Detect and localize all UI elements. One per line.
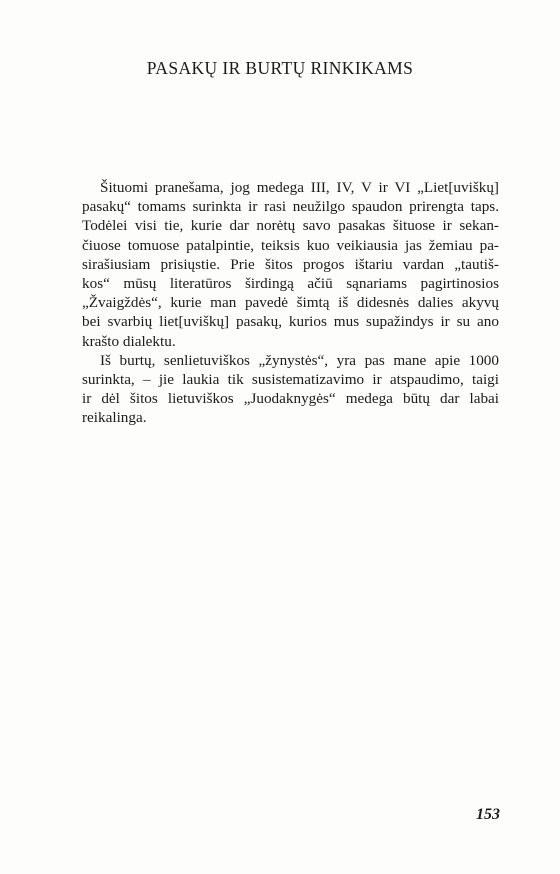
page-number: 153 (476, 806, 500, 823)
paragraph (82, 351, 499, 428)
text-line: surinkta, – jie laukia tik susistematizavimo ir atspaudimo, taigi (82, 371, 499, 389)
text-line: Šituomi pranešama, jog medega III, IV, V ir VI „Liet[uviškų] (100, 179, 499, 196)
page-heading: PASAKŲ IR BURTŲ RINKIKAMS (146, 58, 414, 78)
text-line: sirašiusiam prisiųstie. Prie šitos progos ištariu vardan „tautiš- (82, 255, 499, 273)
text-line: bei svarbių liet[uviškų] pasakų, kurios mus supažindys ir su ano (82, 313, 499, 331)
body-text (82, 178, 499, 428)
text-line: čiuose tomuose patalpintie, teiksis kuo veikiausia jas žemiau pa- (82, 236, 499, 254)
paragraph (82, 178, 499, 351)
text-line: krašto dialektu. (82, 332, 176, 350)
text-line: ir dėl šitos lietuviškos „Juodaknygės“ medega būtų dar labai (82, 390, 499, 408)
text-line: kos“ mūsų literatūros širdingą ačiū sąnariams pagirtinosios (82, 275, 499, 293)
text-line: reikalinga. (82, 409, 147, 427)
text-line: pasakų“ tomams surinkta ir rasi neužilgo spaudon prirengta taps. (82, 198, 499, 216)
text-line: Iš burtų, senlietuviškos „žynystės“, yra pas mane apie 1000 (100, 351, 499, 369)
text-line: „Žvaigždės“, kurie man pavedė šimtą iš didesnės dalies akyvų (82, 294, 499, 312)
text-line: Todėlei visi tie, kurie dar norėtų savo pasakas šituose ir sekan- (82, 217, 499, 235)
